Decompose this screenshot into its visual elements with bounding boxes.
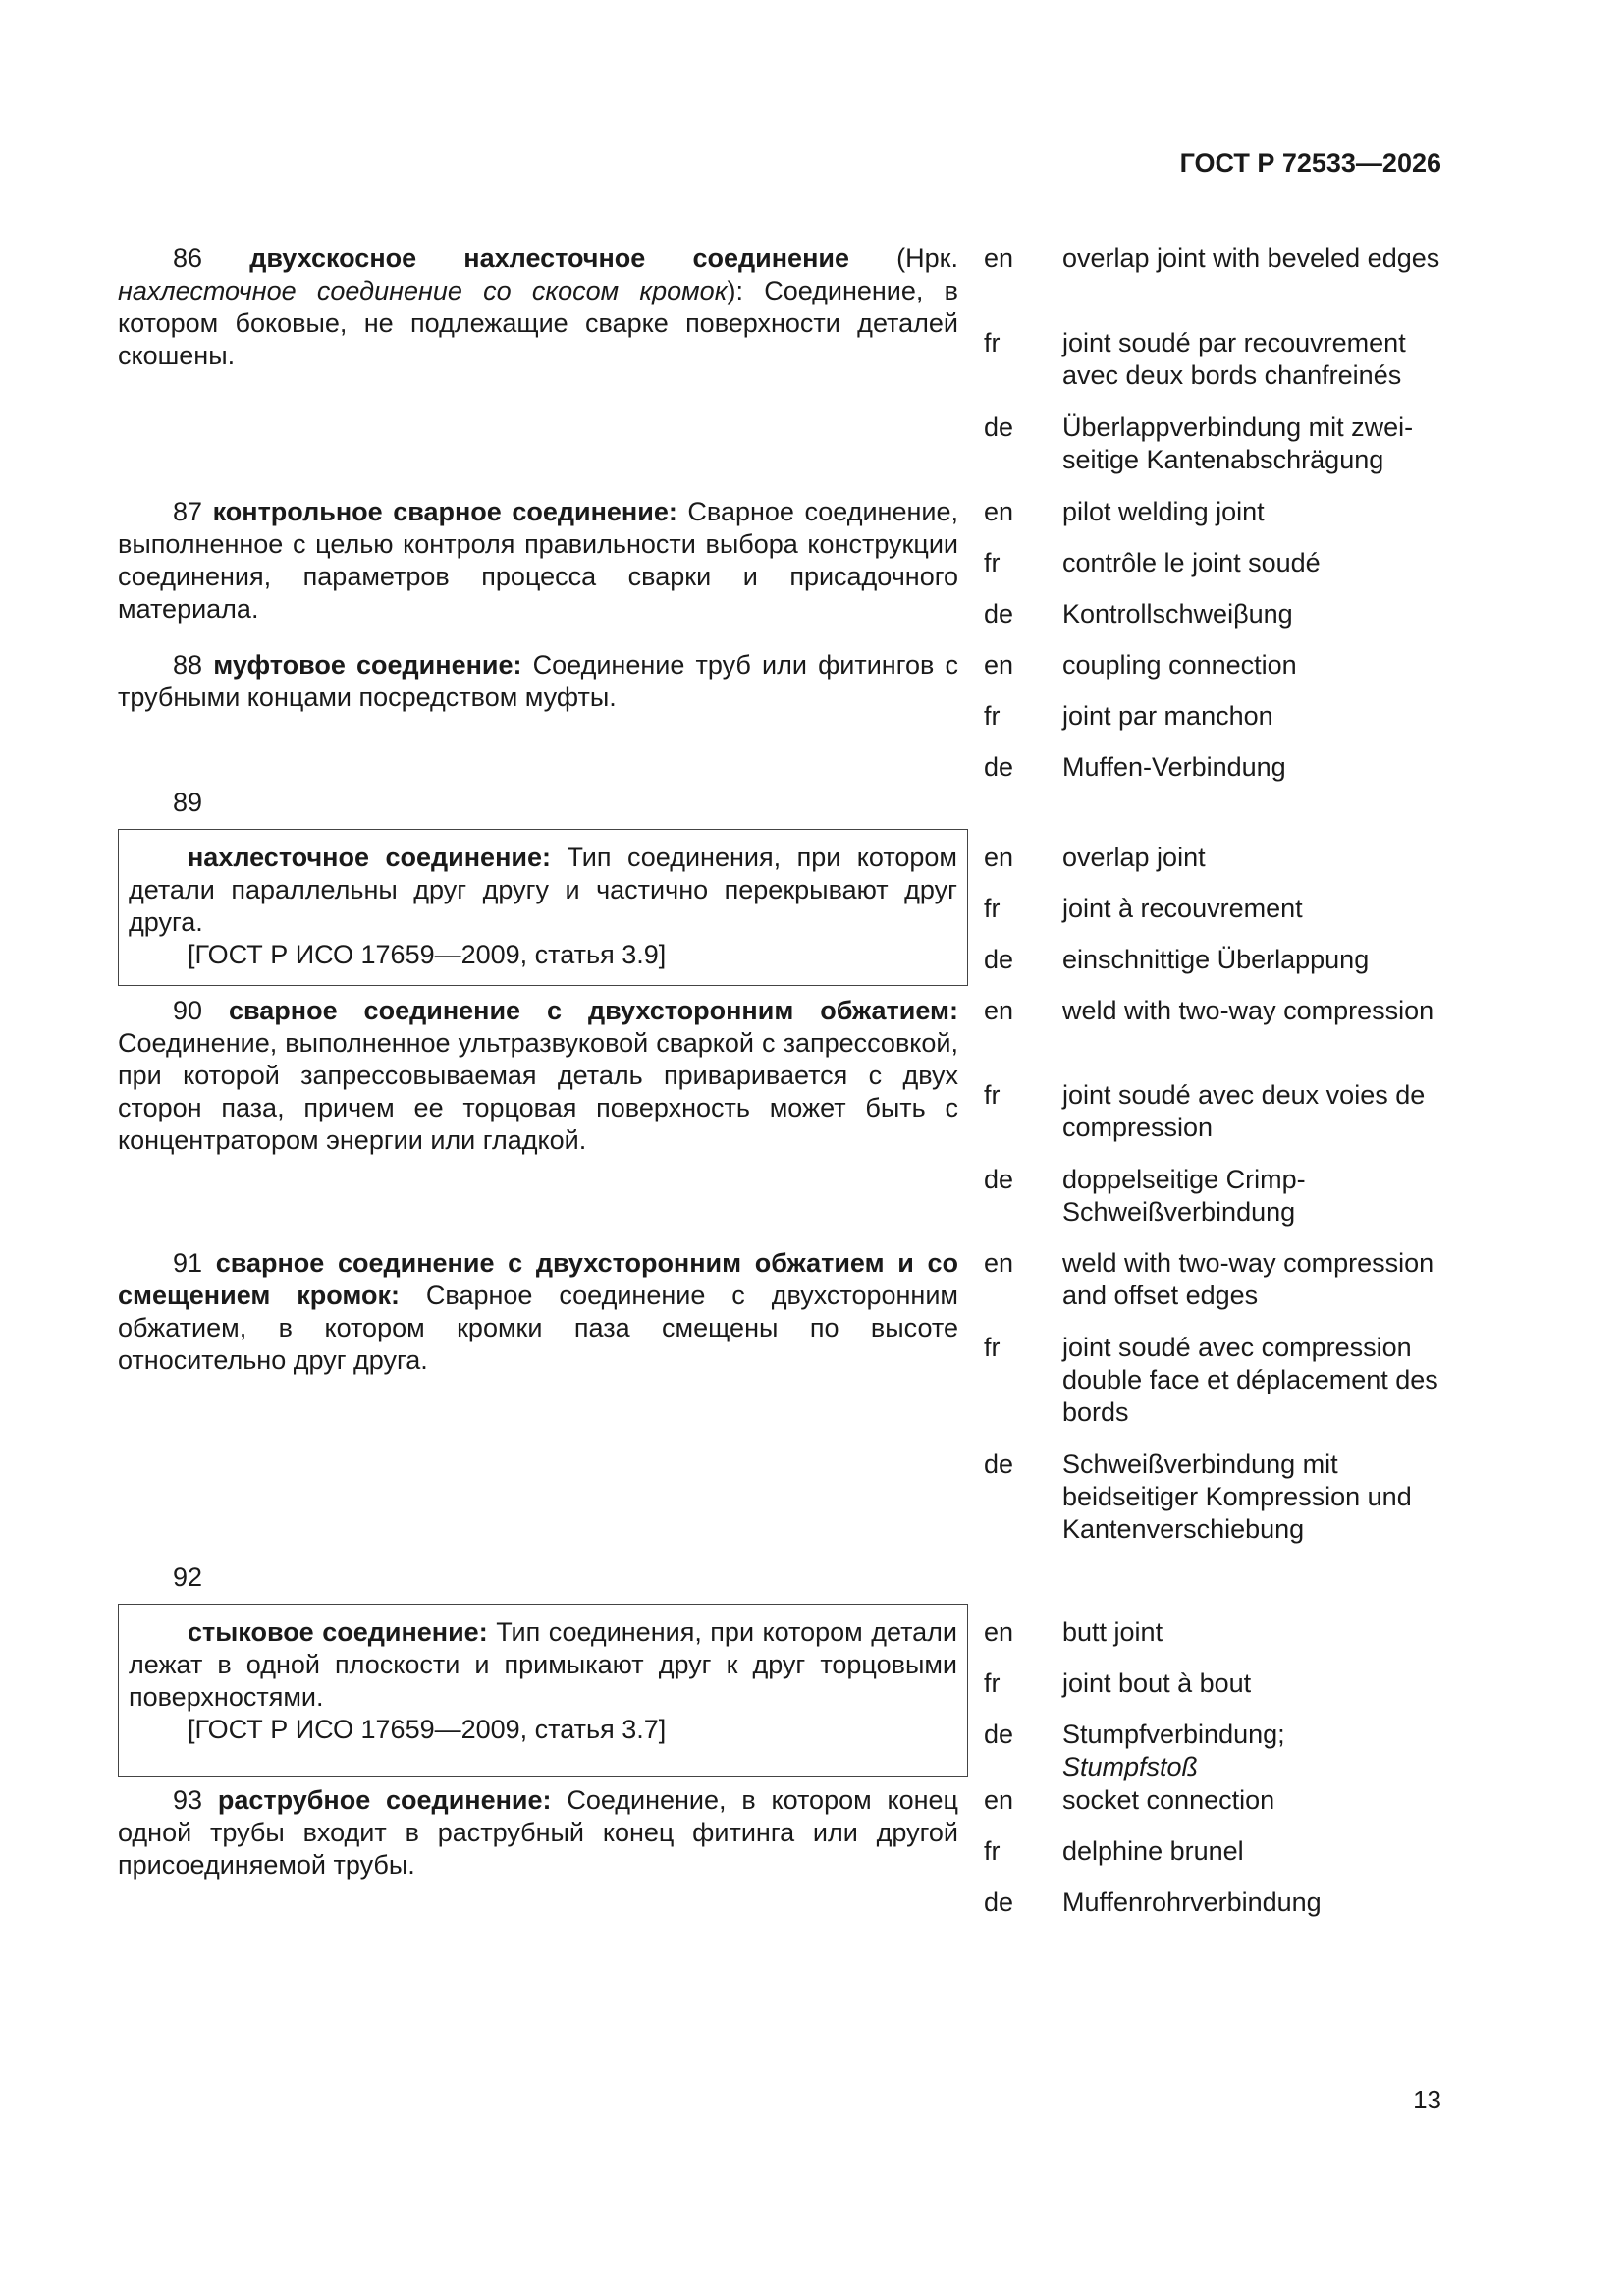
entry-number: 92 — [173, 1562, 203, 1592]
equivalent-fr: contrôle le joint soudé — [1062, 548, 1321, 577]
term: муфтовое соединение: — [213, 650, 522, 680]
standard-term-box — [118, 829, 968, 986]
definition: нахлесточное соединение: Тип соединения, при котором детали параллельны друг другу и частично перекрывают друг друга. — [129, 843, 957, 937]
equivalent-de: Überlappverbindung mit zwei-seitige Kantenabschrägung — [1062, 412, 1414, 474]
equivalent-fr: joint soudé avec compression double face et déplacement des bords — [1062, 1333, 1438, 1427]
page-number: 13 — [1413, 2085, 1441, 2114]
term: двухскосное нахлесточное соединение — [249, 244, 849, 273]
equivalent-fr: joint à recouvrement — [1062, 894, 1303, 923]
equivalent-fr: joint soudé par recouvrement avec deux bords chanfreinés — [1062, 328, 1406, 390]
equivalent-en: socket connection — [1062, 1785, 1275, 1815]
source-reference: [ГОСТ Р ИСО 17659—2009, статья 3.7] — [188, 1715, 667, 1744]
equivalent-fr: joint bout à bout — [1062, 1668, 1252, 1698]
entry-number: 89 — [173, 788, 203, 817]
term: сварное соединение с двухсторонним обжатием и со смещением кромок: — [118, 1248, 958, 1310]
standard-term-box — [118, 1604, 968, 1777]
equivalent-en: overlap joint — [1062, 843, 1206, 872]
definition: 87 контрольное сварное соединение: Сварное соединение, выполненное с целью контроля правильности выбора конструкции соединения, параметров процесса сварки и присадочного материала. — [118, 497, 958, 624]
definition: 91 сварное соединение с двухсторонним обжатием и со смещением кромок: Сварное соединение с двухсторонним обжатием, в котором кромки паза смещены по высоте относительно друг друга. — [118, 1248, 958, 1375]
term: контрольное сварное соединение: — [212, 497, 677, 526]
equivalent-de: doppelseitige Crimp-Schweißverbindung — [1062, 1165, 1306, 1227]
document-page: ГОСТ Р 72533—2026 86 двухскосное нахлесточное соединение (Нрк. нахлесточное соединение со скосом кромок): Соединение, в котором боковые, не подлежащие сварке поверхности деталей скошены. en overlap joint with beveled edges fr joint soudé par recouvrement avec deux bords chanfreinés de Überlappverbindung mit zwei-seitige Kantenabschrägung 87 контрольное сварное соединение: Сварное соединение, выполненное с целью контроля правильности выбора конструкции соединения, параметров процесса сварки и присадочного материала. en pilot welding joint fr contrôle le joint soudé de Kontrollschweiβung 88 муфтовое соединение: Соединение труб или фитингов с трубными концами посредством муфты. en coupling connection fr joint par manchon de Muffen-Verbindung 89 нахлесточное соединение: Тип соединения, при котором детали параллельны друг другу и частично перекрывают друг друга. [ГОСТ Р ИСО 17659—2009, статья 3.9] en overlap joint fr joint à recouvrement de einschnittige Überlappung 90 сварное соединение с двухсторонним обжатием: Соединение, выполненное ультразвуковой сваркой с запрессовкой, при которой запрессовываемая деталь приваривается с двух сторон паза, причем ее торцовая поверхность может быть с концентратором энергии или гладкой. en weld with two-way compression fr joint soudé avec deux voies de compression de doppelseitige Crimp-Schweißverbindung 91 сварное соединение с двухсторонним обжатием и со смещением кромок: Сварное соединение с двухсторонним обжатием, в котором кромки паза смещены по высоте относительно друг друга. en weld with two-way compression and offset edges fr joint soudé avec compression double face et déplacement des bords de Schweißverbindung mit beidseitiger Kompression und Kantenverschiebung 92 стыковое соединение: Тип соединения, при котором детали лежат в одной плоскости и примыкают друг к друг торцовыми поверхностями. [ГОСТ Р ИСО 17659—2009, статья 3.7] en butt joint fr joint bout à bout de Stumpfverbindung; Stumpfstoß 93 раструбное соединение: Соединение, в котором конец одной трубы входит в раструбный конец фитинга или другой присоединяемой трубы. en socket connection fr delphine brunel de Muffenrohrverbindung 13 — [0, 0, 1623, 2296]
equivalent-fr: joint soudé avec deux voies de compression — [1062, 1080, 1426, 1142]
equivalent-en: weld with two-way compression and offset edges — [1062, 1248, 1434, 1310]
equivalent-en: butt joint — [1062, 1617, 1163, 1647]
definition: 93 раструбное соединение: Соединение, в котором конец одной трубы входит в раструбный конец фитинга или другой присоединяемой трубы. — [118, 1785, 958, 1880]
equivalent-de: Schweißverbindung mit beidseitiger Kompression und Kantenverschiebung — [1062, 1449, 1412, 1544]
definition: 90 сварное соединение с двухсторонним обжатием: Соединение, выполненное ультразвуковой сваркой с запрессовкой, при которой запрессовываемая деталь приваривается с двух сторон паза, причем ее торцовая поверхность может быть с концентратором энергии или гладкой. — [118, 996, 958, 1155]
source-reference: [ГОСТ Р ИСО 17659—2009, статья 3.9] — [188, 940, 667, 969]
equivalent-fr: delphine brunel — [1062, 1836, 1244, 1866]
equivalent-fr: joint par manchon — [1062, 701, 1273, 731]
equivalent-de: Muffenrohrverbindung — [1062, 1887, 1322, 1917]
definition: 86 двухскосное нахлесточное соединение (Нрк. нахлесточное соединение со скосом кромок): Соединение, в котором боковые, не подлежащие сварке поверхности деталей скошены. — [118, 244, 958, 370]
equivalent-en: pilot welding joint — [1062, 497, 1265, 526]
term: раструбное соединение: — [217, 1785, 552, 1815]
definition: стыковое соединение: Тип соединения, при котором детали лежат в одной плоскости и примыкают друг к друг торцовыми поверхностями. — [129, 1617, 958, 1712]
equivalent-de: Kontrollschweiβung — [1062, 599, 1293, 629]
equivalent-en: weld with two-way compression — [1062, 996, 1434, 1025]
equivalent-de: Stumpfverbindung; Stumpfstoß — [1062, 1720, 1285, 1781]
equivalent-de: einschnittige Überlappung — [1062, 945, 1370, 974]
definition: 88 муфтовое соединение: Соединение труб или фитингов с трубными концами посредством муфты. — [118, 650, 958, 712]
term: стыковое соединение: — [188, 1617, 488, 1647]
equivalent-de: Muffen-Verbindung — [1062, 752, 1286, 782]
equivalent-en: overlap joint with beveled edges — [1062, 244, 1440, 273]
term: сварное соединение с двухсторонним обжатием: — [229, 996, 958, 1025]
document-header: ГОСТ Р 72533—2026 — [1179, 148, 1441, 178]
term: нахлесточное соединение: — [188, 843, 551, 872]
equivalent-en: coupling connection — [1062, 650, 1297, 680]
